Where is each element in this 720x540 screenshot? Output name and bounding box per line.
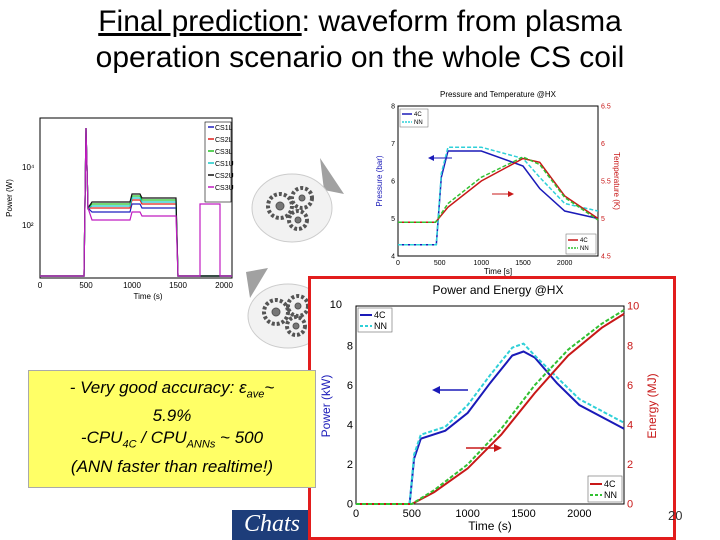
note-ave-sub: ave — [246, 388, 265, 401]
pe-legend-top — [358, 308, 392, 332]
note-line-3 — [29, 427, 315, 455]
pe-y2label: Energy (MJ) — [645, 373, 659, 439]
page-number: 20 — [668, 508, 683, 523]
y2-tick-1: 2 — [627, 459, 634, 472]
cs-power-xtick-1: 500 — [79, 281, 93, 290]
note-line-4: (ANN faster than realtime!) — [70, 456, 274, 476]
y2-tick-4: 8 — [627, 340, 634, 353]
y-tick-0: 0 — [346, 498, 353, 511]
y2-tick-0: 4.5 — [601, 253, 611, 261]
x-tick-0: 0 — [352, 508, 360, 520]
pe-ylabel: Power (kW) — [319, 374, 333, 438]
y2-tick-2: 5.5 — [601, 178, 611, 186]
cs-power-xtick-3: 1500 — [169, 281, 187, 290]
title-emphasis: Final prediction — [98, 5, 302, 38]
y-tick-4: 8 — [391, 103, 395, 111]
pt-legend-top-1: NN — [414, 120, 423, 126]
pt-legend-top-0: 4C — [414, 112, 422, 118]
cs-power-ytick-2: 10² — [22, 221, 34, 230]
note-l1b: ~ — [264, 378, 275, 397]
cs-legend-label-2: CS3L — [215, 149, 233, 156]
cs-power-xtick-0: 0 — [37, 281, 43, 290]
cs-power-xlabel: Time (s) — [133, 292, 163, 301]
y2-tick-4: 6.5 — [601, 103, 611, 111]
y-tick-4: 8 — [346, 340, 353, 353]
pt-ylabel: Pressure (bar) — [375, 155, 384, 207]
y-tick-1: 5 — [391, 215, 395, 223]
x-tick-1: 500 — [433, 260, 446, 267]
note-l3a: -CPU — [80, 428, 123, 448]
x-tick-2: 1000 — [455, 508, 480, 520]
x-tick-1: 500 — [402, 508, 422, 520]
pe-legend-bottom-1: NN — [604, 490, 617, 500]
note-sub-ann: ANNs — [186, 438, 216, 451]
x-tick-3: 1500 — [515, 260, 531, 267]
y2-tick-3: 6 — [601, 140, 605, 148]
pt-title: Pressure and Temperature @HX — [439, 90, 557, 99]
cs-legend-label-0: CS1L — [215, 125, 233, 132]
pressure-temperature-chart — [370, 88, 620, 278]
title-rest: : waveform from plasma — [301, 5, 622, 38]
cs-power-chart — [0, 108, 240, 304]
note-sub-4c: 4C — [122, 438, 137, 451]
y-tick-2: 4 — [346, 419, 353, 432]
y-tick-3: 6 — [346, 379, 353, 392]
x-tick-4: 2000 — [567, 508, 592, 520]
slide-title — [0, 4, 720, 76]
y2-tick-5: 10 — [627, 300, 640, 313]
cs-legend-label-5: CS3U — [215, 185, 234, 192]
y2-tick-2: 4 — [627, 419, 634, 432]
pe-legend-top-1: NN — [374, 321, 387, 331]
y-tick-3: 7 — [391, 140, 395, 148]
accuracy-note — [28, 370, 316, 488]
note-line-1 — [29, 377, 315, 405]
pe-xlabel: Time (s) — [468, 519, 512, 533]
cs-power-xtick-2: 1000 — [123, 281, 141, 290]
pe-legend-bottom — [588, 476, 622, 502]
note-epsilon: ε — [239, 378, 247, 397]
cs-power-ytick-1: 10⁴ — [22, 163, 35, 172]
cs-power-ylabel: Power (W) — [5, 179, 14, 217]
x-tick-0: 0 — [396, 260, 400, 267]
pt-legend-bottom — [566, 234, 596, 254]
x-tick-3: 1500 — [511, 508, 536, 520]
pt-legend-bottom-1: NN — [580, 246, 589, 252]
pt-y2label: Temperature (K) — [612, 152, 621, 210]
note-line-2: 5.9% — [152, 406, 192, 426]
x-tick-4: 2000 — [556, 260, 573, 267]
y2-tick-3: 6 — [627, 379, 634, 392]
pt-xlabel: Time [s] — [483, 267, 513, 276]
title-line2: operation scenario on the whole CS coil — [95, 41, 625, 74]
y2-tick-1: 5 — [601, 215, 605, 223]
pe-title: Power and Energy @HX — [432, 283, 564, 297]
y-tick-2: 6 — [391, 178, 395, 186]
note-l3c: ~ 500 — [215, 428, 264, 448]
cs-legend-label-4: CS2U — [215, 173, 234, 180]
pe-legend-top-0: 4C — [374, 310, 386, 320]
power-energy-chart — [312, 280, 672, 536]
pt-legend-top — [400, 109, 428, 127]
pe-plot-area — [356, 306, 624, 504]
cs-legend-label-3: CS1U — [215, 161, 234, 168]
y-tick-1: 2 — [346, 459, 353, 472]
pt-plot-area — [398, 106, 598, 256]
chats-logo — [232, 510, 308, 540]
pe-ytick-top: 10 — [329, 299, 342, 311]
note-l1a: - Very good accuracy: — [69, 378, 240, 397]
cs-power-xtick-4: 2000 — [215, 281, 233, 290]
y2-tick-0: 0 — [627, 498, 634, 511]
x-tick-2: 1000 — [473, 260, 490, 267]
y-tick-0: 4 — [391, 253, 395, 261]
gears-top-icon — [240, 150, 350, 260]
cs-legend-label-1: CS2L — [215, 137, 233, 144]
logo-text: Chats — [244, 511, 301, 537]
note-l3b: / CPU — [136, 428, 187, 448]
pt-legend-bottom-0: 4C — [580, 238, 588, 244]
pe-legend-bottom-0: 4C — [604, 479, 616, 489]
